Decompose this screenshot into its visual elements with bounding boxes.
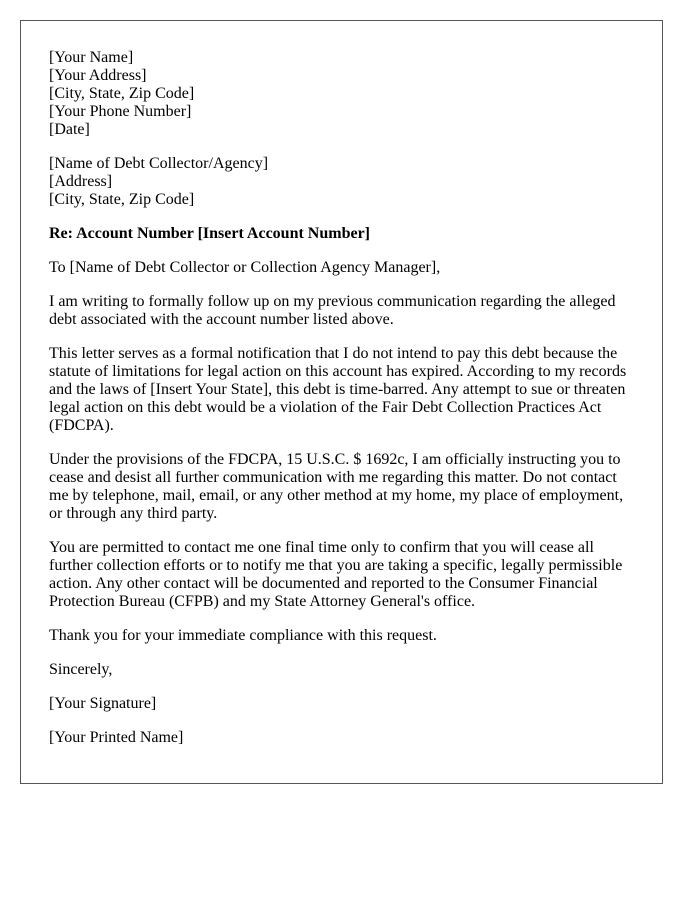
signature: [Your Signature]	[49, 695, 157, 712]
closing: Sincerely,	[49, 661, 113, 678]
recipient-address-block	[49, 155, 634, 209]
letter-date: [Date]	[49, 121, 90, 138]
recipient-city-state-zip: [City, State, Zip Code]	[49, 191, 195, 208]
sender-address-block	[49, 49, 634, 139]
body-paragraph: Under the provisions of the FDCPA, 15 U.S.C. $ 1692c, I am officially instructing you to cease and desist all further communication with me regarding this matter. Do not contact me by telephone, mail, email, or any other method at my home, my place of employment, or through any third party.	[49, 451, 624, 522]
body-paragraph: Thank you for your immediate compliance with this request.	[49, 627, 437, 644]
sender-name: [Your Name]	[49, 49, 134, 66]
subject-line: Re: Account Number [Insert Account Number]	[49, 225, 370, 242]
body-paragraph: This letter serves as a formal notification that I do not intend to pay this debt because the statute of limitations for legal action on this account has expired. According to my records and the laws of [Insert Your State], this debt is time-barred. Any attempt to sue or threaten legal action on this debt would be a violation of the Fair Debt Collection Practices Act (FDCPA).	[49, 345, 627, 434]
letter-document	[20, 20, 663, 784]
body-paragraph: You are permitted to contact me one final time only to confirm that you will cease all further collection efforts or to notify me that you are taking a specific, legally permissible action. Any other contact will be documented and reported to the Consumer Financial Protection Bureau (CFPB) and my State Attorney General's office.	[49, 539, 623, 610]
sender-address: [Your Address]	[49, 67, 147, 84]
body-paragraph: I am writing to formally follow up on my previous communication regarding the alleged debt associated with the account number listed above.	[49, 293, 616, 328]
sender-phone: [Your Phone Number]	[49, 103, 192, 120]
sender-city-state-zip: [City, State, Zip Code]	[49, 85, 195, 102]
recipient-address: [Address]	[49, 173, 113, 190]
recipient-name: [Name of Debt Collector/Agency]	[49, 155, 269, 172]
printed-name: [Your Printed Name]	[49, 729, 184, 746]
salutation: To [Name of Debt Collector or Collection Agency Manager],	[49, 259, 441, 276]
